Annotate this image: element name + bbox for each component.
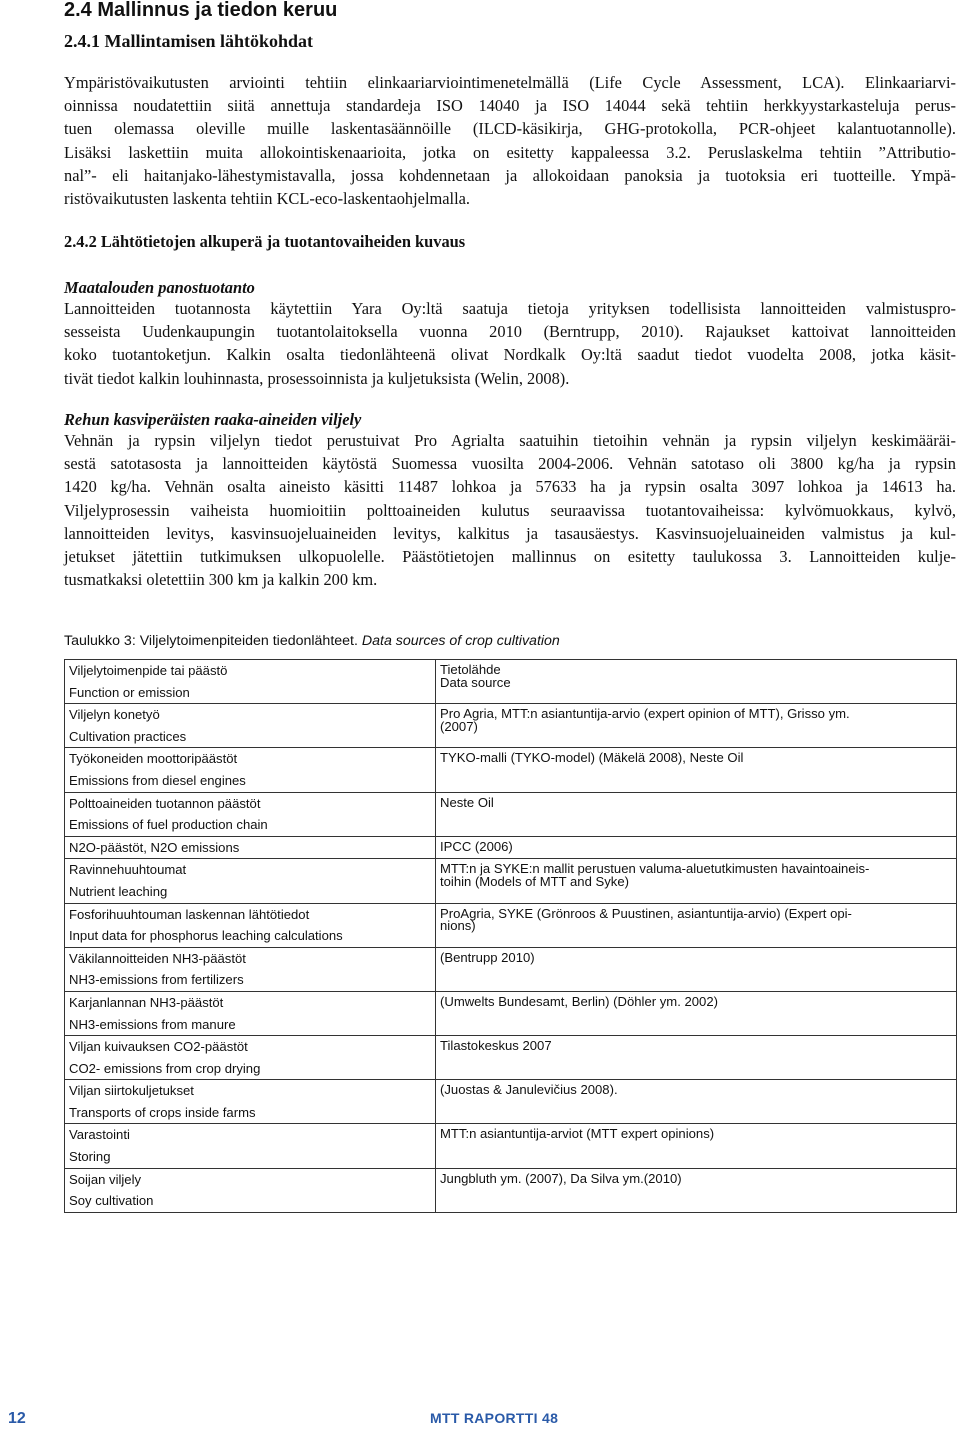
text-line: koko tuotantoketjun. Kalkin osalta tiedonlähteenä olivat Nordkalk Oy:ltä saadut tiedot vuodelta 2008, jotka käsit- (64, 345, 956, 365)
table-cell-source (436, 1036, 957, 1080)
text-line: tuen olemassa oleville muille laskentasäännöille (ILCD-käsikirja, GHG-protokolla, PCR-ohjeet kalantuotannolle). (64, 119, 956, 139)
table-row (65, 660, 957, 704)
cell-text-en: Emissions from diesel engines (69, 772, 246, 788)
cell-text-source: Tietolähde (440, 662, 501, 677)
table-cell-source (436, 991, 957, 1035)
table-cell-source (436, 792, 957, 836)
cell-text-source: (Bentrupp 2010) (440, 949, 535, 965)
cell-text-source: Tilastokeskus 2007 (440, 1038, 552, 1054)
table-cell-function (65, 1036, 436, 1080)
table-row (65, 1036, 957, 1080)
paragraph-crop-cultivation (64, 429, 956, 591)
text-line: tivät tiedot kalkin louhinnasta, prosessoinnista ja kuljetuksista (Welin, 2008). (64, 368, 570, 388)
cell-text-source: Jungbluth ym. (2007), Da Silva ym.(2010) (440, 1170, 682, 1186)
paragraph-fertilizer-production (64, 297, 956, 390)
cell-text-en: Cultivation practices (69, 728, 187, 744)
table-cell-source (436, 748, 957, 792)
cell-text-fi: Soijan viljely (69, 1171, 142, 1187)
cell-text-en: NH3-emissions from fertilizers (69, 972, 244, 988)
cell-text-en: Soy cultivation (69, 1193, 154, 1209)
text-line: oinnissa noudatettiin siitä annettuja standardeja ISO 14040 ja ISO 14044 sekä tehtiin herkkyystarkasteluja perus- (64, 96, 956, 116)
table-row (65, 836, 957, 859)
table-cell-function (65, 704, 436, 748)
table-row (65, 792, 957, 836)
table-row (65, 947, 957, 991)
table-cell-function (65, 792, 436, 836)
cell-text-en: Transports of crops inside farms (69, 1104, 256, 1120)
cell-text-fi: Väkilannoitteiden NH3-päästöt (69, 950, 246, 966)
text-line: sestä satotasosta ja lannoitteiden käytöstä Suomessa vuosilta 2004-2006. Vehnän satotaso oli 3800 kg/ha ja rypsin (64, 454, 956, 474)
cell-text-source: Neste Oil (440, 794, 494, 810)
table-cell-function (65, 660, 436, 704)
subheading-input-production: Maatalouden panostuotanto (64, 278, 255, 297)
text-line: Lisäksi laskettiin muita allokointiskenaarioita, jotka on esitetty kappaleessa 3.2. Peruslaskelma tehtiin ”Attributio- (64, 142, 956, 162)
cell-text-en: Nutrient leaching (69, 883, 168, 899)
cell-text-en: Input data for phosphorus leaching calculations (69, 928, 343, 944)
cell-text-source-cont: Data source (440, 674, 511, 690)
table-cell-source (436, 947, 957, 991)
table-cell-function (65, 1080, 436, 1124)
cell-text-source: MTT:n ja SYKE:n mallit perustuen valuma-aluetutkimusten havaintoainеis- (440, 861, 870, 877)
table-cell-source (436, 859, 957, 903)
table-cell-source (436, 836, 957, 859)
cell-text-fi: Työkoneiden moottoripäästöt (69, 751, 238, 767)
text-line: ristövaikutusten laskenta tehtiin KCL-eco-laskentaohjelmalla. (64, 189, 471, 209)
text-line: Ympäristövaikutusten arviointi tehtiin elinkaariarviointimenetelmällä (Life Cycle Assessment, LCA). Elinkaariarvi- (64, 73, 956, 92)
cell-text-fi: N2O-päästöt, N2O emissions (69, 839, 240, 855)
table-cell-source (436, 660, 957, 704)
cell-text-source: Pro Agria, MTT:n asiantuntija-arvio (expert opinion of MTT), Grisso ym. (440, 706, 850, 722)
cell-text-fi: Polttoaineiden tuotannon päästöt (69, 795, 261, 811)
text-line: Viljelyprosessin vaiheista huomioitiin polttoaineiden kulutus seuraavissa tuotantovaiheissa: kylvömuokkaus, kylvö, (64, 500, 956, 520)
table-row (65, 1080, 957, 1124)
table-cell-function (65, 836, 436, 859)
cell-text-source-cont: toihin (Models of MTT and Syke) (440, 874, 629, 890)
cell-text-source: ProAgria, SYKE (Grönroos & Puustinen, asiantuntija-arvio) (Expert opi- (440, 905, 852, 921)
table-row (65, 903, 957, 947)
table-cell-function (65, 991, 436, 1035)
cell-text-source-cont: (2007) (440, 718, 478, 734)
table-cell-function (65, 947, 436, 991)
cell-text-en: CO2- emissions from crop drying (69, 1060, 261, 1076)
cell-text-fi: Viljelyn konetyö (69, 707, 160, 723)
table-cell-function (65, 748, 436, 792)
table-cell-source (436, 1168, 957, 1212)
cell-text-fi: Karjanlannan NH3-päästöt (69, 994, 224, 1010)
cell-text-fi: Viljan siirtokuljetukset (69, 1083, 194, 1099)
cell-text-fi: Viljan kuivauksen CO2-päästöt (69, 1039, 248, 1055)
table-row (65, 991, 957, 1035)
table-cell-source (436, 1080, 957, 1124)
table-row (65, 704, 957, 748)
section-heading: 2.4 Mallinnus ja tiedon keruu (64, 0, 338, 21)
text-line: 1420 kg/ha. Vehnän osalta aineisto käsitti 11487 lohkoa ja 57633 ha ja rypsin osalta 3097 lohkoa ja 14613 ha. (64, 477, 956, 497)
table-cell-source (436, 903, 957, 947)
table-row (65, 1168, 957, 1212)
cell-text-source: (Juostas & Janulevičius 2008). (440, 1082, 618, 1098)
publication-name: MTT RAPORTTI 48 (430, 1410, 559, 1426)
table-row (65, 1124, 957, 1168)
table-cell-function (65, 903, 436, 947)
text-line: sesseista Uudenkaupungin tuotantolaitoksella vuonna 2010 (Berntrupp, 2010). Rajaukset kattoivat lannoitteiden (64, 322, 956, 342)
subheading-crop-cultivation: Rehun kasviperäisten raaka-aineiden viljely (64, 410, 362, 429)
table-caption-en: Data sources of crop cultivation (361, 633, 560, 649)
cell-text-fi: Ravinnehuuhtoumat (69, 862, 187, 878)
table-cell-source (436, 1124, 957, 1168)
cell-text-fi: Varastointi (69, 1127, 130, 1143)
data-sources-table (64, 659, 957, 1213)
cell-text-source: (Umwelts Bundesamt, Berlin) (Döhler ym. 2002) (440, 993, 718, 1009)
cell-text-source-cont: nions) (440, 918, 476, 934)
subsection-heading-2: 2.4.2 Lähtötietojen alkuperä ja tuotantovaiheiden kuvaus (64, 232, 466, 251)
table-cell-function (65, 1124, 436, 1168)
subsection-heading: 2.4.1 Mallintamisen lähtökohdat (64, 31, 314, 51)
cell-text-source: IPCC (2006) (440, 838, 513, 854)
cell-text-fi: Fosforihuuhtouman laskennan lähtötiedot (69, 906, 310, 922)
text-line: tusmatkaksi oletettiin 300 km ja kalkin 200 km. (64, 570, 378, 590)
table-row (65, 859, 957, 903)
text-line: nal”- eli haitanjako-lähestymistavalla, jossa kohdennetaan ja allokoidaan panoksia ja tuotoksia eri tuotteille. Ympä- (64, 165, 956, 185)
table-cell-function (65, 1168, 436, 1212)
text-line: lannoitteiden levitys, kasvinsuojeluaineiden levitys, kalkitus ja tasausäestys. Kasvinsuojeluaineiden valmistus ja kul- (64, 523, 956, 543)
text-line: jetukset jätettiin tutkimuksen ulkopuolelle. Päästötietojen mallinnus on esitetty taulukossa 3. Lannoitteiden kulje- (64, 547, 956, 567)
cell-text-fi: Viljelytoimenpide tai päästö (69, 663, 228, 678)
cell-text-source: MTT:n asiantuntija-arviot (MTT expert opinions) (440, 1126, 715, 1142)
table-caption-fi: Taulukko 3: Viljelytoimenpiteiden tiedonlähteet. (64, 633, 358, 649)
table-cell-function (65, 859, 436, 903)
cell-text-en: Storing (69, 1149, 111, 1165)
text-line: Vehnän ja rypsin viljelyn tiedot perustuivat Pro Agrialta saatuihin tietoihin vehnän ja rypsin viljelyn keskimääräi- (64, 431, 956, 450)
cell-text-source: TYKO-malli (TYKO-model) (Mäkelä 2008), Neste Oil (440, 750, 744, 766)
table-row (65, 748, 957, 792)
paragraph-lca-method (64, 71, 956, 210)
text-line: Lannoitteiden tuotannosta käytettiin Yara Oy:ltä saatuja tietoja yrityksen todellisista lannoitteiden valmistuspro- (64, 299, 956, 318)
cell-text-en: NH3-emissions from manure (69, 1016, 236, 1032)
page-number: 12 (8, 1410, 26, 1427)
cell-text-en: Function or emission (69, 684, 190, 700)
table-cell-source (436, 704, 957, 748)
cell-text-en: Emissions of fuel production chain (69, 817, 268, 833)
table-caption (64, 631, 560, 651)
